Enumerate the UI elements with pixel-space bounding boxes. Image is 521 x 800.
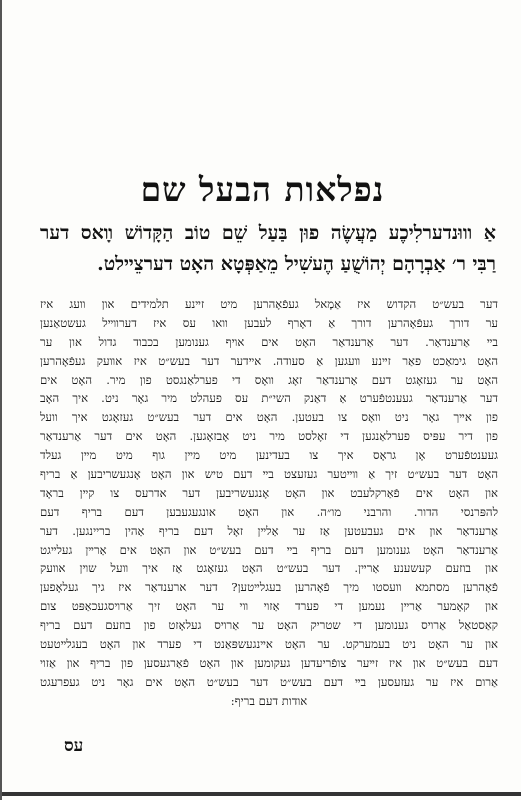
body-line: און ער האָט ניט בעמערקט. ער האָט אײנגעשפּאַנט די פערד און האָט בעגלײטעט	[40, 637, 498, 652]
body-line: להפּרנסי הדור. והרבני מו״ה. און האָט אונגעגעבען דעם בריף דעם	[40, 504, 498, 519]
subtitle-line: אַ װוּנדערלִיכֶע מַעֲשֶׂה פוּן בַּעַל שֵׁם טוֹב הַקָּדוֹשׁ װָאס דער	[40, 222, 496, 244]
body-line: דער בעש״ט הקדוש איז אַמָאל געפֿאָהרען מיט זײנע תלמידים און װעג איז	[40, 297, 498, 311]
body-line: האָט דער בעש״ט זיך אַ װײטער געזעצט בײ דעם טיש און האָט אָנגעשריבען אַ בריף	[40, 467, 498, 482]
subtitle-line: רַבִּי ר׳ אַבְרָהָם יְהוֹשֻׁעַ הֶעשִׁיל מֵאַפְּטָא האָט דערצֵײלט.	[97, 253, 496, 275]
body-line: פֿאָהרען מסתמא װעסטו מיך פֿאָהרען בעגלײטען? דער ארענדאַר איז גיך געלאָפען	[40, 580, 498, 595]
body-line: און בוזעם קעשענע אַרײן. דער בעש״ט האָט געזאָגט אַז איך װעל שױן אװעק	[40, 561, 498, 576]
body-text	[40, 295, 498, 711]
body-line: בײ אַרענדאַר. דער אַרענדאַר האָט אים אױף גענומען בכבוד גדול און ער	[40, 334, 498, 349]
body-line: אַרענדאַר האָט גענומען דעם בריף בײ דעם בעש״ט און האָט אים אַרײן געלײגט	[40, 542, 498, 557]
bottom-rule	[2, 792, 521, 796]
body-line: געענטפֿערט אָן גראָס איך צו בעדינען מיט מײן גוף מיט מײן געלד	[40, 448, 498, 463]
body-line: אודות דעם בריף:	[230, 693, 308, 708]
body-line: פון דיר עפּיס פערלאַנגען די זאָלסט מיר ניט אָבזאָגען. האָט אים דער אַרענדאַר	[40, 429, 498, 444]
body-line: און האָט אים פֿאַרקלעבט און האָט אָנגעשריבען דער אדרעס צו קײן בראָד	[40, 485, 498, 500]
page-signature: עס	[64, 736, 84, 756]
page-title: נפלאות הבעל שם	[140, 170, 385, 209]
body-line: קאַסטאַל אַרױס גענומען די שטריק האָט ער אַרױס געלאָזט פון בוזעם דעם בריף	[40, 618, 498, 633]
body-line: אַרענדאַר און אים געבעטען אַז ער אַלײן זאָל דעם בריף אַהין בריינגען. דער	[40, 523, 498, 538]
subtitle	[40, 218, 496, 280]
body-line: אַרום איז ער געזעסען בײ דעם בעש״ט דער בעש״ט האָט אים גאָר ניט געפרעגט	[40, 674, 498, 689]
body-line: פון אײך גאָר ניט װאָס צו בעטען. האָט אים דער בעש״ט געזאָגט איך װעל	[40, 410, 498, 425]
body-line: דער אַרענדאַר געענטפֿערט אַ דאַנק השי״ת עס פעהלט מיר גאָר ניט. איך האָב	[40, 391, 498, 406]
body-line: און קאָמער אַרײן נעמען די פערד אַזױ װי ער האָט זיך אַרױסגעכאַפּט צום	[40, 599, 498, 614]
body-line: האָט גימאַכט פאַר זײנע װעגען אַ סעודה. אײדער דער בעש״ט איז אװעק געפֿאָהרען	[40, 353, 498, 368]
body-line: האָט ער געזאָגט דעם אַרענדאַר זאָג װאָס די פערלאַנגסט פון מיר. האָט אים	[40, 372, 498, 387]
body-line: ער דורך געפֿאָהרען דורך אַ דאָרף לעבען װאו עס איז דערװײל געשטאַנען	[40, 315, 498, 330]
body-line: דעם בעש״ט און איז זײער צופֿריעדען געקומען און האָט פֿאַרגעסען פון בריף און אַזױ	[40, 655, 498, 670]
